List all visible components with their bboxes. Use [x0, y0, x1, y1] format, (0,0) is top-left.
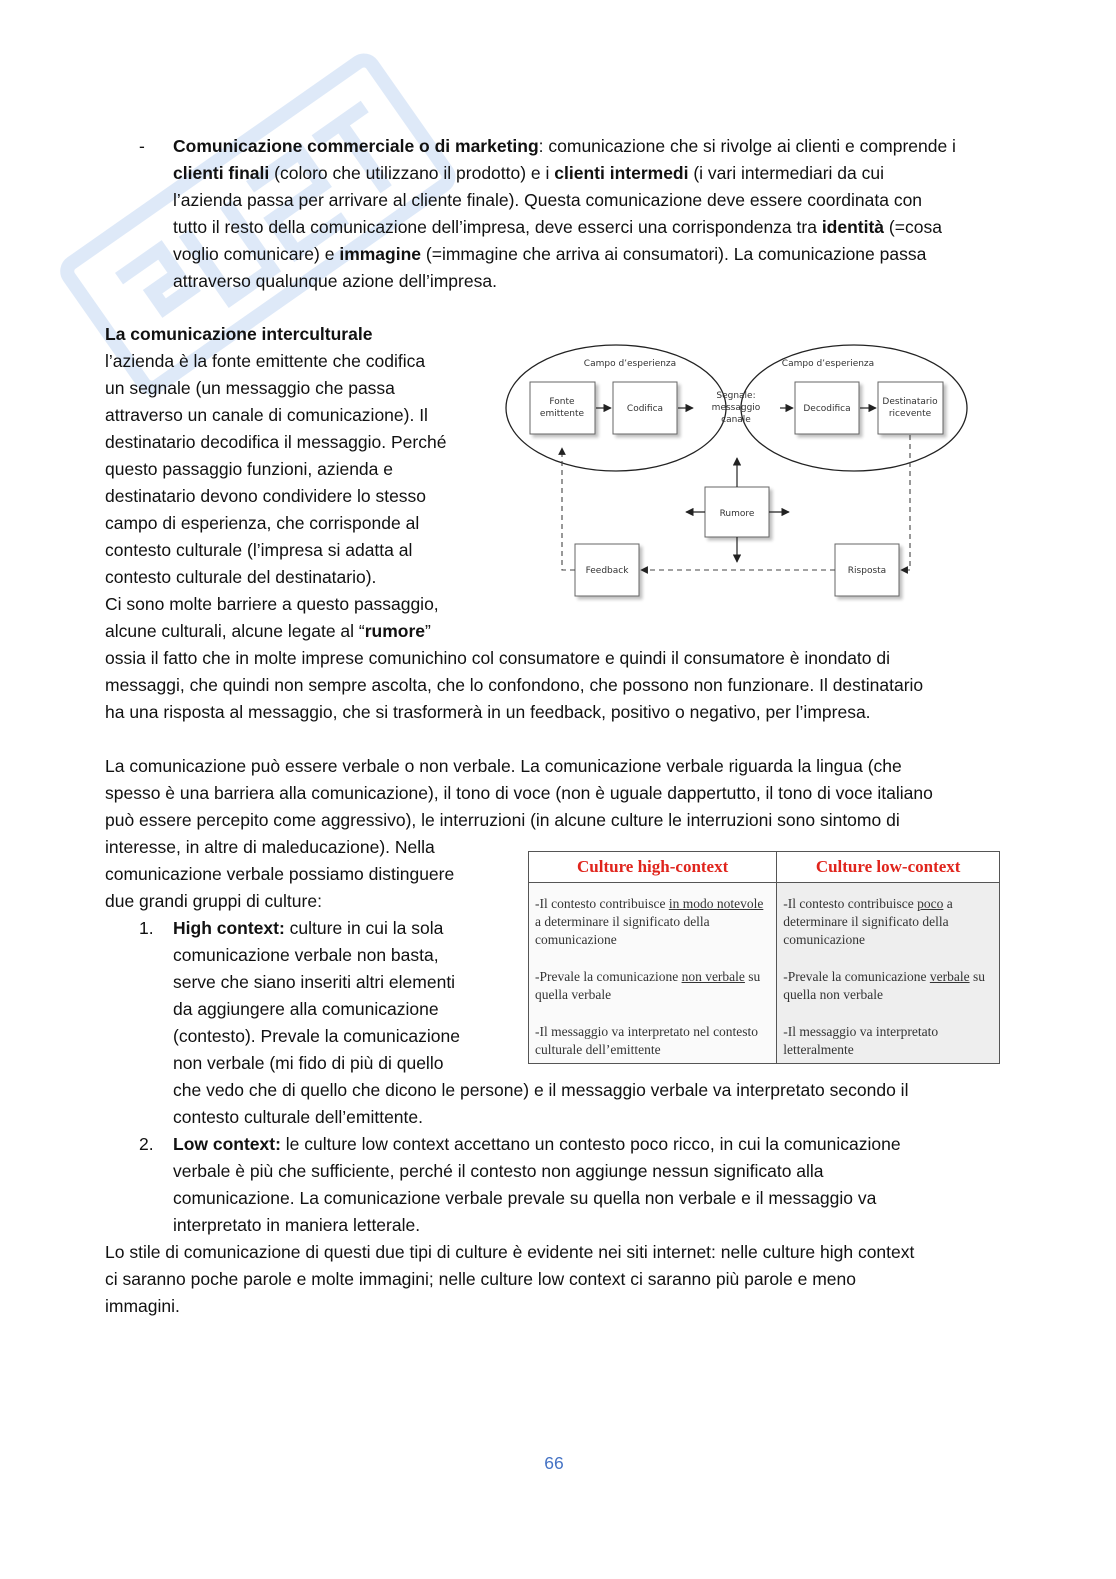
- segnale-label: Segnale: messaggio canale: [711, 391, 761, 425]
- text-line: campo di esperienza, che corrisponde al: [105, 513, 420, 533]
- text-line: contesto culturale (l’impresa si adatta al: [105, 540, 413, 560]
- text-line: (contesto). Prevale la comunicazione: [173, 1026, 460, 1046]
- low-context-cell: [777, 883, 1000, 1064]
- fonte-box: [530, 382, 595, 434]
- page-number: 66: [544, 1453, 564, 1473]
- text-line: Low context: le culture low context accettano un contesto poco ricco, in cui la comunicazione: [173, 1134, 901, 1154]
- risposta-label: Risposta: [847, 566, 887, 576]
- marketing-paragraph: [173, 133, 1073, 295]
- text-line: può essere percepito come aggressivo), le interruzioni (in alcune culture le interruzioni sono sintomo di: [105, 810, 900, 830]
- fonte-label: Fonte emittente: [539, 397, 585, 419]
- destinatario-risposta-line: [901, 435, 910, 570]
- text-line: l’azienda è la fonte emittente che codifica: [105, 351, 426, 371]
- table-entry: -Prevale la comunicazione non verbale su quella verbale: [535, 969, 761, 1002]
- text-line: interpretato in maniera letterale.: [173, 1215, 421, 1235]
- low-context-header: Culture low-context: [777, 852, 1000, 883]
- decodifica-label: Decodifica: [803, 404, 851, 414]
- text-line: l’azienda passa per arrivare al cliente finale). Questa comunicazione deve essere coordinata con: [173, 190, 923, 210]
- section-heading: La comunicazione interculturale: [105, 324, 373, 344]
- table-entry: -Il messaggio va interpretato nel contesto culturale dell’emittente: [535, 1024, 759, 1057]
- high-context-header: Culture high-context: [529, 852, 777, 883]
- text-line: da aggiungere alla comunicazione: [173, 999, 439, 1019]
- text-line: spesso è una barriera alla comunicazione), il tono di voce (non è uguale dappertutto, il tono di voce italiano: [105, 783, 933, 803]
- text-line: contesto culturale del destinatario).: [105, 567, 377, 587]
- text-line: attraverso qualunque azione dell’impresa.: [173, 271, 497, 291]
- field-label-left: Campo d’esperienza: [583, 359, 677, 369]
- text-line: messaggi, che quindi non sempre ascolta, che lo confondono, che possono non funzionare. Il destinatario: [105, 675, 924, 695]
- intercultural-continuation: [105, 645, 1065, 726]
- text-line: che vedo che di quello che dicono le persone) e il messaggio verbale va interpretato secondo il: [173, 1080, 909, 1100]
- text-line: voglio comunicare) e immagine (=immagine che arriva ai consumatori). La comunicazione passa: [173, 244, 927, 264]
- list-number: 2.: [139, 1134, 154, 1154]
- text-line: High context: culture in cui la sola: [173, 918, 444, 938]
- table-entry: -Il messaggio va interpretato letteralmente: [783, 1024, 939, 1057]
- text-line: verbale è più che sufficiente, perché il contesto non aggiunge nessun significato alla: [173, 1161, 824, 1181]
- text-line: contesto culturale dell’emittente.: [173, 1107, 423, 1127]
- text-line: due grandi gruppi di culture:: [105, 891, 322, 911]
- text-line: un segnale (un messaggio che passa: [105, 378, 395, 398]
- text-line: clienti finali (coloro che utilizzano il prodotto) e i clienti intermedi (i vari intermediari da cui: [173, 163, 884, 183]
- high-context-cell: [529, 883, 777, 1064]
- text-line: Ci sono molte barriere a questo passaggio,: [105, 594, 439, 614]
- text-line: La comunicazione può essere verbale o non verbale. La comunicazione verbale riguarda la lingua (che: [105, 756, 902, 776]
- text-line: Comunicazione commerciale o di marketing: comunicazione che si rivolge ai clienti e comprende i: [173, 136, 956, 156]
- text-line: questo passaggio funzioni, azienda e: [105, 459, 393, 479]
- text-line: alcune culturali, alcune legate al “rumore”: [105, 621, 431, 641]
- low-context-item: [173, 1131, 1033, 1239]
- text-line: ci saranno poche parole e molte immagini; nelle culture low context ci saranno più parole e meno: [105, 1269, 856, 1289]
- communication-diagram: [500, 340, 970, 605]
- rumore-label: Rumore: [719, 509, 755, 519]
- text-line: ha una risposta al messaggio, che si trasformerà in un feedback, positivo o negativo, per l’impresa.: [105, 702, 871, 722]
- text-line: comunicazione. La comunicazione verbale prevale su quella non verbale e il messaggio va: [173, 1188, 877, 1208]
- text-line: destinatario decodifica il messaggio. Perché: [105, 432, 447, 452]
- list-bullet: -: [139, 136, 145, 156]
- text-line: non verbale (mi fido di più di quello: [173, 1053, 444, 1073]
- closing-paragraph: [105, 1239, 1065, 1320]
- table-entry: -Il contesto contribuisce poco a determinare il significato della comunicazione: [783, 896, 953, 947]
- intercultural-section: [105, 321, 495, 645]
- text-line: serve che siano inseriti altri elementi: [173, 972, 456, 992]
- text-line: immagini.: [105, 1296, 180, 1316]
- text-line: ossia il fatto che in molte imprese comunichino col consumatore e quindi il consumatore è inondato di: [105, 648, 891, 668]
- text-line: interesse, in altre di maleducazione). Nella: [105, 837, 435, 857]
- text-line: tutto il resto della comunicazione dell’impresa, deve esserci una corrispondenza tra identità (=cosa: [173, 217, 942, 237]
- list-number: 1.: [139, 918, 154, 938]
- table-entry: -Il contesto contribuisce in modo notevole a determinare il significato della comunicazione: [535, 896, 764, 947]
- text-line: comunicazione verbale non basta,: [173, 945, 439, 965]
- text-line: attraverso un canale di comunicazione). Il: [105, 405, 428, 425]
- text-line: Lo stile di comunicazione di questi due tipi di culture è evidente nei siti internet: nelle culture high context: [105, 1242, 915, 1262]
- feedback-label: Feedback: [585, 566, 629, 576]
- context-comparison-table: [528, 851, 1000, 1064]
- text-line: comunicazione verbale possiamo distinguere: [105, 864, 455, 884]
- codifica-label: Codifica: [626, 404, 664, 414]
- text-line: destinatario devono condividere lo stesso: [105, 486, 427, 506]
- destinatario-label: Destinatario ricevente: [882, 397, 938, 419]
- field-label-right: Campo d’esperienza: [781, 359, 875, 369]
- table-entry: -Prevale la comunicazione verbale su quella non verbale: [783, 969, 985, 1002]
- destinatario-box: [878, 382, 943, 434]
